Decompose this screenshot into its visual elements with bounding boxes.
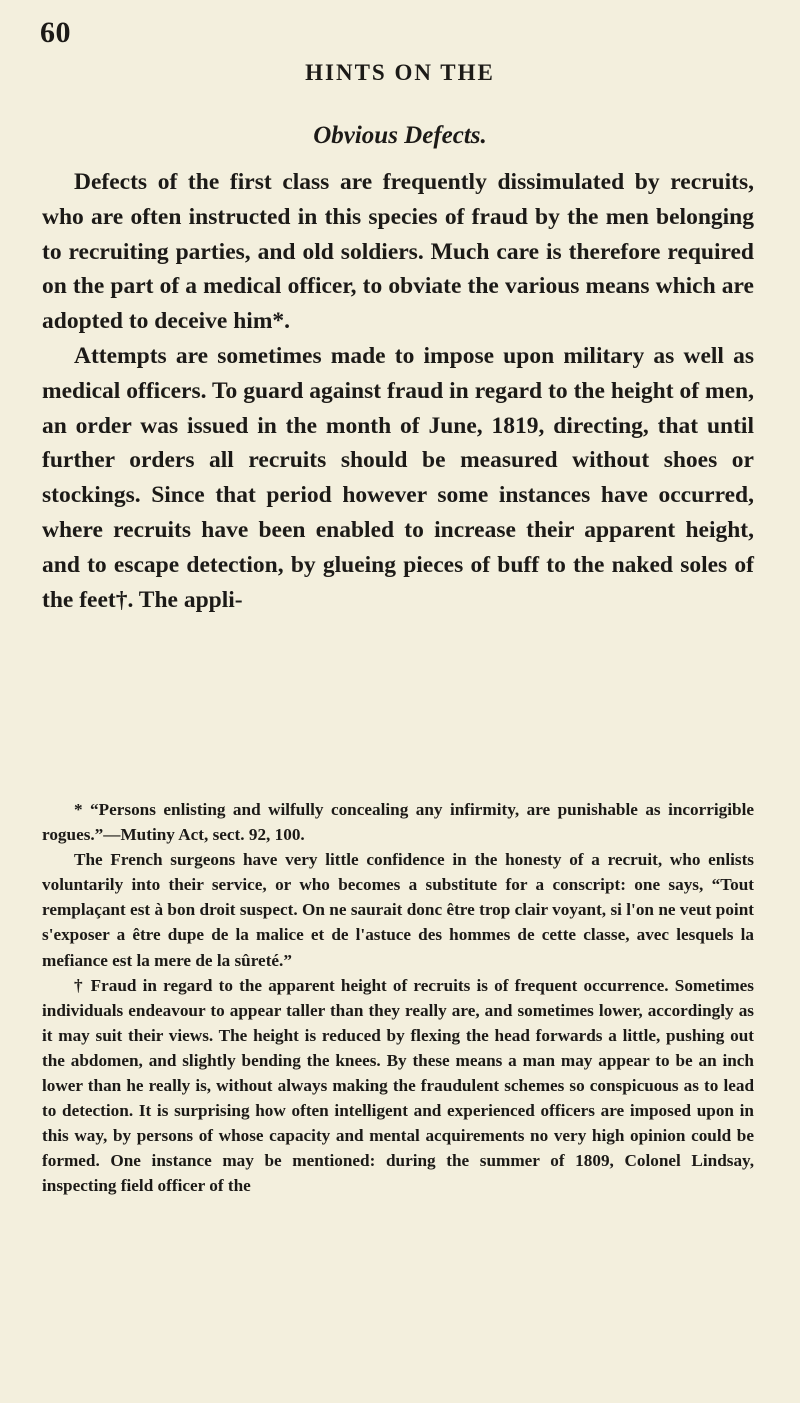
footnote: The French surgeons have very little confidence in the honesty of a recruit, who enlists voluntarily into their service, or who becomes a substitute for a conscript: one says, “Tout remplaçant est à bon droit suspect. On ne saurait donc être trop clair voyant, si l'on ne veut point s'exposer a être dupe de la malice et de l'astuce des hommes de cette classe, avec lesquels la mefiance est la mere de la sûreté.” bbox=[42, 850, 754, 970]
footnote: † Fraud in regard to the apparent height of recruits is of frequent occurrence. Sometimes individuals endeavour to appear taller than they really are, and sometimes lower, accordingly as it may suit their views. The height is reduced by flexing the head forwards a little, pushing out the abdomen, and slightly bending the knees. By these means a man may appear to be an inch lower than he really is, without always making the fraudulent schemes so conspicuous as to lead to detection. It is surprising how often intelligent and experienced officers are imposed upon in this way, by persons of whose capacity and mental acquirements no very high opinion could be formed. One instance may be mentioned: during the summer of 1809, Colonel Lindsay, inspecting field officer of the bbox=[42, 975, 754, 1196]
footnote: * “Persons enlisting and wilfully concealing any infirmity, are punishable as incorrigible rogues.”—Mutiny Act, sect. 92, 100. bbox=[42, 800, 754, 845]
body-text bbox=[42, 165, 754, 617]
paragraph: Defects of the first class are frequently dissimulated by recruits, who are often instructed in this species of fraud by the men belonging to recruiting parties, and old soldiers. Much care is therefore required on the part of a medical officer, to obviate the various means which are adopted to deceive him*. bbox=[42, 169, 754, 335]
paragraph: Attempts are sometimes made to impose upon military as well as medical officers. To guard against fraud in regard to the height of men, an order was issued in the month of June, 1819, directing, that until further orders all recruits should be measured without shoes or stockings. Since that period however some instances have occurred, where recruits have been enabled to increase their apparent height, and to escape detection, by glueing pieces of buff to the naked soles of the feet†. The appli- bbox=[42, 342, 754, 613]
running-head: HINTS ON THE bbox=[305, 60, 495, 85]
section-title: Obvious Defects. bbox=[313, 122, 487, 149]
footnotes bbox=[42, 797, 754, 1199]
page-number: 60 bbox=[40, 16, 71, 49]
